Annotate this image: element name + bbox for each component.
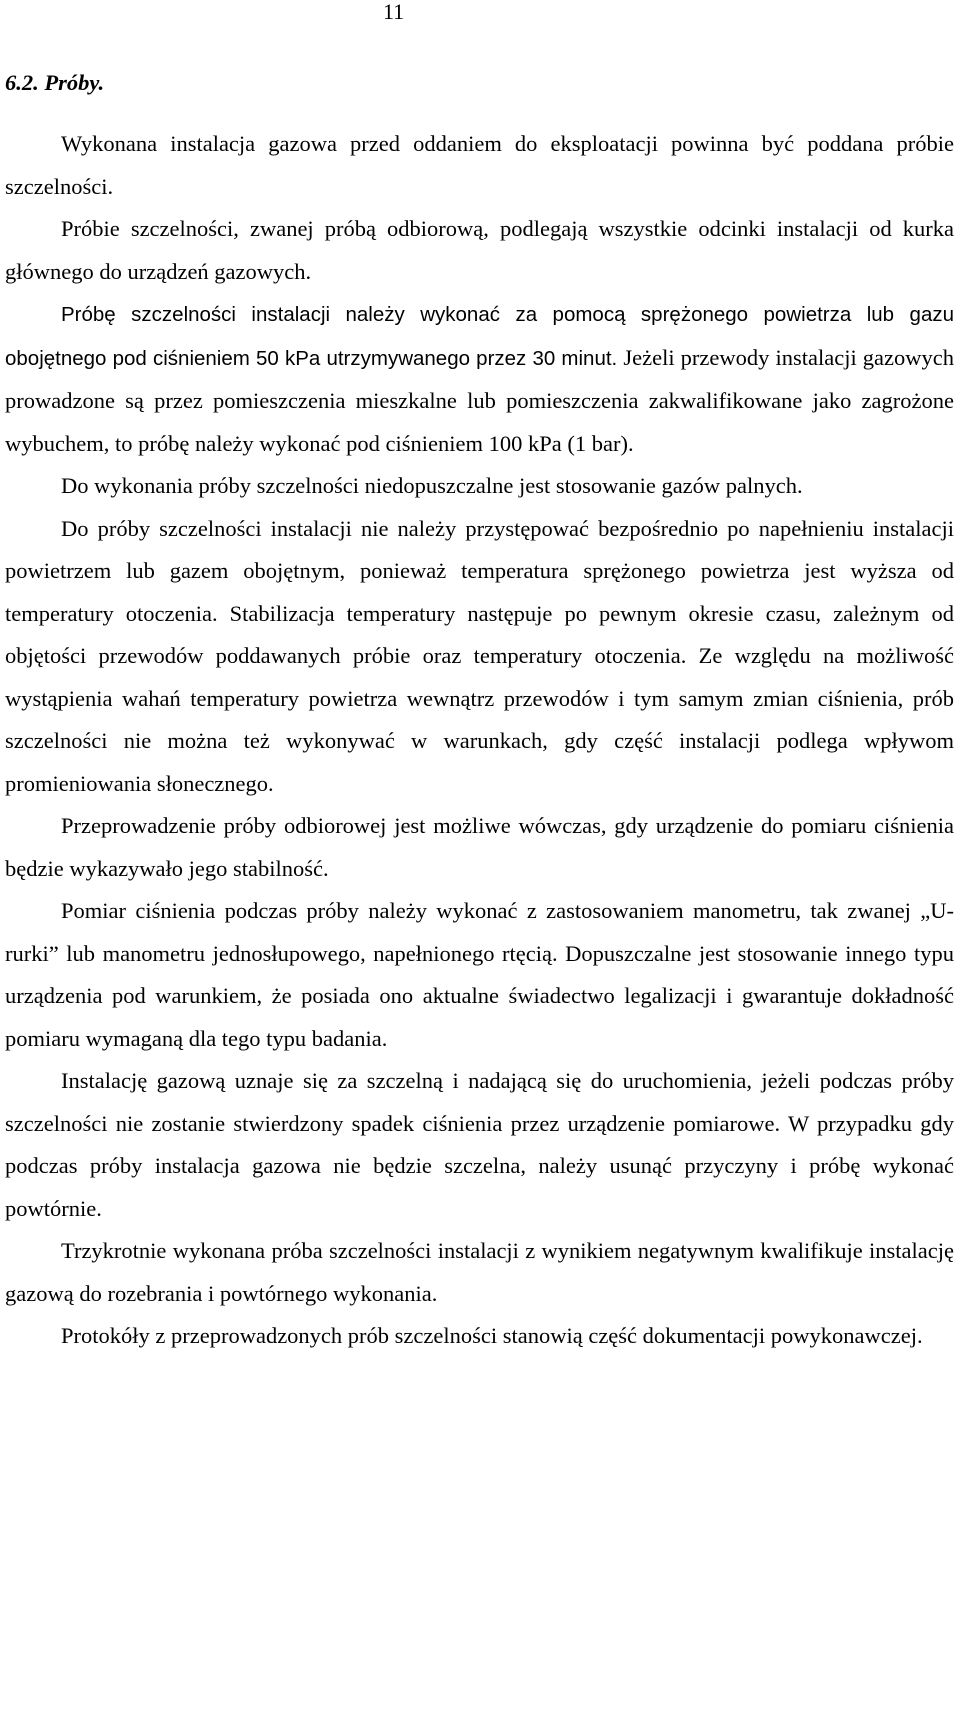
body-text <box>5 123 954 1358</box>
page-number: 11 <box>383 0 405 24</box>
paragraph-5-text-b: Stabilizacja temperatury następuje po pewnym okresie czasu, zależnym od objętości przewodów poddawanych próbie oraz temperatury otoczenia. Ze względu na możliwość wystąpienia wahań temperatury powietrza wewnątrz przewodów i tym samym zmian ciśnienia, prób szczelności nie można też wykonywać w warunkach, gdy część instalacji podlega wpływom promieniowania słonecznego. <box>5 600 954 796</box>
paragraph-8: Instalację gazową uznaje się za szczelną i nadającą się do uruchomienia, jeżeli podczas próby szczelności nie zostanie stwierdzony spadek ciśnienia przez urządzenie pomiarowe. W przypadku gdy podczas próby instalacja gazowa nie będzie szczelna, należy usunąć przyczyny i próbę wykonać powtórnie. <box>5 1068 954 1221</box>
paragraph-2: Próbie szczelności, zwanej próbą odbiorową, podlegają wszystkie odcinki instalacji od kurka głównego do urządzeń gazowych. <box>5 216 954 284</box>
paragraph-7: Pomiar ciśnienia podczas próby należy wykonać z zastosowaniem manometru, tak zwanej „U-rurki” lub manometru jednosłupowego, napełnionego rtęcią. Dopuszczalne jest stosowanie innego typu urządzenia pod warunkiem, że posiada ono aktualne świadectwo legalizacji i gwarantuje dokładność pomiaru wymaganą dla tego typu badania. <box>5 898 954 1051</box>
section-heading: 6.2. Próby. <box>5 70 105 95</box>
paragraph-3-sans-text: Próbę szczelności instalacji należy wykonać za pomocą sprężonego powietrza lub gazu obojętnego pod ciśnieniem 50 kPa utrzymywanego przez 30 minut. <box>5 303 954 370</box>
paragraph-6: Przeprowadzenie próby odbiorowej jest możliwe wówczas, gdy urządzenie do pomiaru ciśnienia będzie wykazywało jego stabilność. <box>5 813 954 881</box>
paragraph-3 <box>5 293 954 465</box>
paragraph-4: Do wykonania próby szczelności niedopuszczalne jest stosowanie gazów palnych. <box>61 473 803 498</box>
paragraph-9: Trzykrotnie wykonana próba szczelności instalacji z wynikiem negatywnym kwalifikuje instalację gazową do rozebrania i powtórnego wykonania. <box>5 1238 954 1306</box>
paragraph-3-serif-text: Jeżeli przewody instalacji gazowych prowadzone są przez pomieszczenia mieszkalne lub pomieszczenia zakwalifikowane jako zagrożone wybuchem, to próbę należy wykonać pod ciśnieniem 100 kPa (1 bar). <box>5 344 954 456</box>
paragraph-5-text-a: Do próby szczelności instalacji nie należy przystępować bezpośrednio po napełnieniu instalacji powietrzem lub gazem obojętnym, ponieważ temperatura sprężonego powietrza jest wyższa od temperatury otoczenia. <box>5 515 954 626</box>
paragraph-5 <box>5 508 954 806</box>
paragraph-1: Wykonana instalacja gazowa przed oddaniem do eksploatacji powinna być poddana próbie szczelności. <box>5 131 954 199</box>
paragraph-10: Protokóły z przeprowadzonych prób szczelności stanowią część dokumentacji powykonawczej. <box>61 1323 923 1348</box>
